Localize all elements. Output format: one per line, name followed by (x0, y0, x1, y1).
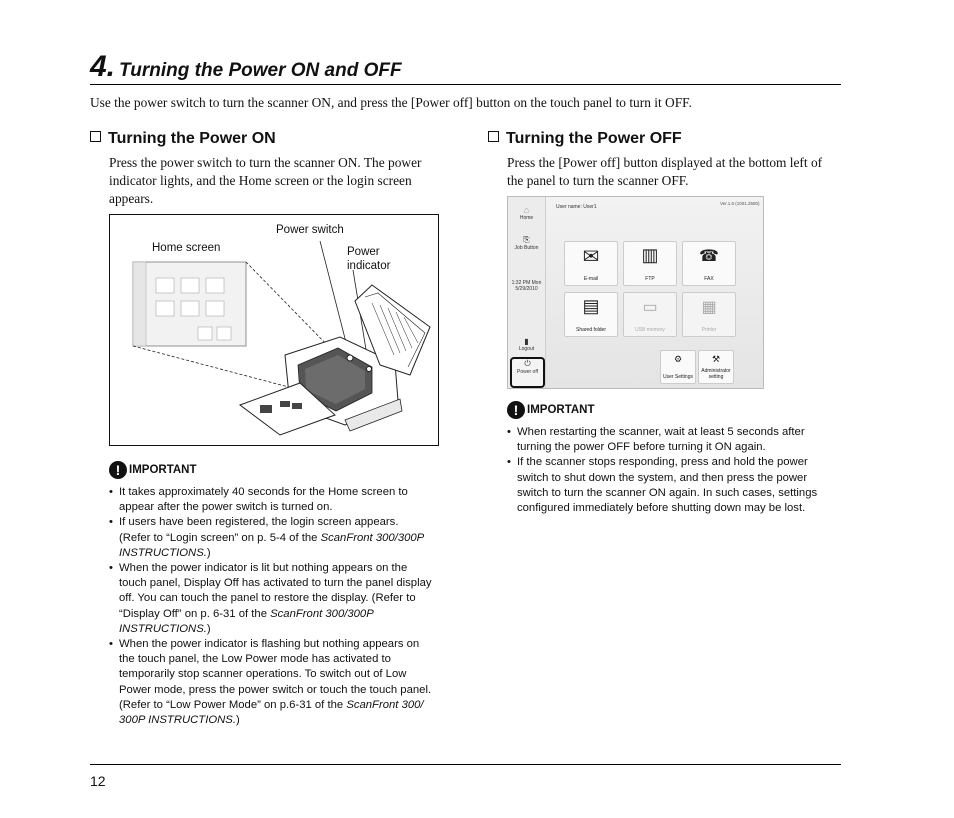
user-settings-icon: ⚙ (673, 354, 683, 364)
fax-tile[interactable]: ☎ FAX (682, 241, 736, 286)
power-icon: ⏻ (524, 359, 531, 368)
scanner-figure (109, 214, 439, 446)
list-item: • When restarting the scanner, wait at least 5 seconds after turning the power OFF before turning it ON again. (507, 425, 847, 455)
heading-number: 4. (90, 50, 116, 83)
heading-title: Turning the Power ON and OFF (119, 60, 402, 81)
list-item: • It takes approximately 40 seconds for the Home screen to appear after the power switch is turned on. (109, 485, 454, 515)
ftp-tile[interactable]: ▥ FTP (623, 241, 677, 286)
exclamation-icon: ! (507, 401, 525, 419)
touch-panel-screenshot (507, 196, 764, 389)
user-settings-button[interactable]: ⚙ User Settings (660, 350, 696, 384)
usb-memory-tile[interactable]: ▭ USB memory (623, 292, 677, 337)
logout-icon: ▮ (524, 337, 529, 346)
checkbox-icon (488, 131, 499, 142)
folder-icon: ▤ (582, 296, 600, 316)
page-number: 12 (90, 773, 106, 789)
home-button[interactable]: ⌂ Home (511, 205, 542, 221)
email-icon: ✉ (582, 246, 600, 268)
user-name: User name: User1 (556, 204, 597, 210)
admin-settings-icon: ⚒ (711, 354, 721, 364)
top-rule (90, 84, 841, 85)
label-power-indicator-1: Power (347, 246, 380, 258)
list-item: • If the scanner stops responding, press and hold the power switch to shut down the system, and then press the power switch to turn the scanner ON again. In such cases, settings configured immediately before shutting down may be lost. (507, 455, 847, 516)
usb-icon: ▭ (642, 299, 658, 316)
job-icon: ⎘ (523, 235, 530, 244)
printer-icon: ▦ (701, 299, 717, 316)
version: Ver.1.6 (1001.2580) (720, 201, 760, 206)
exclamation-icon: ! (109, 461, 127, 479)
intro-text: Use the power switch to turn the scanner ON, and press the [Power off] button on the touch panel to turn it OFF. (90, 95, 692, 110)
list-item: • If users have been registered, the login screen appears. (Refer to “Login screen” on p. 5-4 of the ScanFront 300/300P INSTRUCTIONS.) (109, 515, 454, 561)
section-title-off: Turning the Power OFF (488, 130, 682, 148)
on-paragraph: Press the power switch to turn the scanner ON. The power indicator lights, and the Home screen or the login screen appears. (109, 155, 422, 206)
email-tile[interactable]: ✉ E-mail (564, 241, 618, 286)
power-off-button[interactable]: ⏻ Power off (510, 357, 545, 388)
admin-setting-button[interactable]: ⚒ Administrator setting (698, 350, 734, 384)
label-power-indicator-2: indicator (347, 260, 391, 272)
clock-display: 1:32 PM Mon 5/29/2010 (511, 280, 542, 292)
off-paragraph: Press the [Power off] button displayed at the bottom left of the panel to turn the scanner OFF. (507, 155, 823, 188)
home-icon: ⌂ (523, 205, 530, 215)
section-title-on: Turning the Power ON (90, 130, 276, 148)
job-button[interactable]: ⎘ Job Button (511, 235, 542, 251)
shared-folder-tile[interactable]: ▤ Shared folder (564, 292, 618, 337)
logout-button[interactable]: ▮ Logout (511, 337, 542, 352)
page-heading (90, 50, 402, 84)
bottom-rule (90, 764, 841, 765)
printer-tile[interactable]: ▦ Printer (682, 292, 736, 337)
list-item: • When the power indicator is flashing but nothing appears on the touch panel, the Low Power mode has activated to temporarily stop scanner operations. To switch out of Low Power mode, press the power switch or touch the touch panel. (Refer to “Low Power Mode” on p.6-31 of the ScanFront 300/ 300P INSTRUCTIONS.) (109, 637, 454, 728)
checkbox-icon (90, 131, 101, 142)
fax-icon: ☎ (699, 248, 719, 265)
ftp-icon: ▥ (641, 245, 659, 265)
important-list-right (507, 425, 847, 516)
label-power-switch: Power switch (276, 224, 344, 236)
panel-sidebar (508, 197, 546, 388)
important-heading-right: ! IMPORTANT (507, 401, 595, 419)
important-list-left (109, 485, 454, 728)
list-item: • When the power indicator is lit but nothing appears on the touch panel, Display Off has activated to turn the panel display off. You can touch the panel to restore the display. (Refer to “Display Off” on p. 6-31 of the ScanFront 300/300P INSTRUCTIONS.) (109, 561, 454, 637)
important-heading-left: ! IMPORTANT (109, 461, 197, 479)
label-home-screen: Home screen (152, 242, 221, 254)
